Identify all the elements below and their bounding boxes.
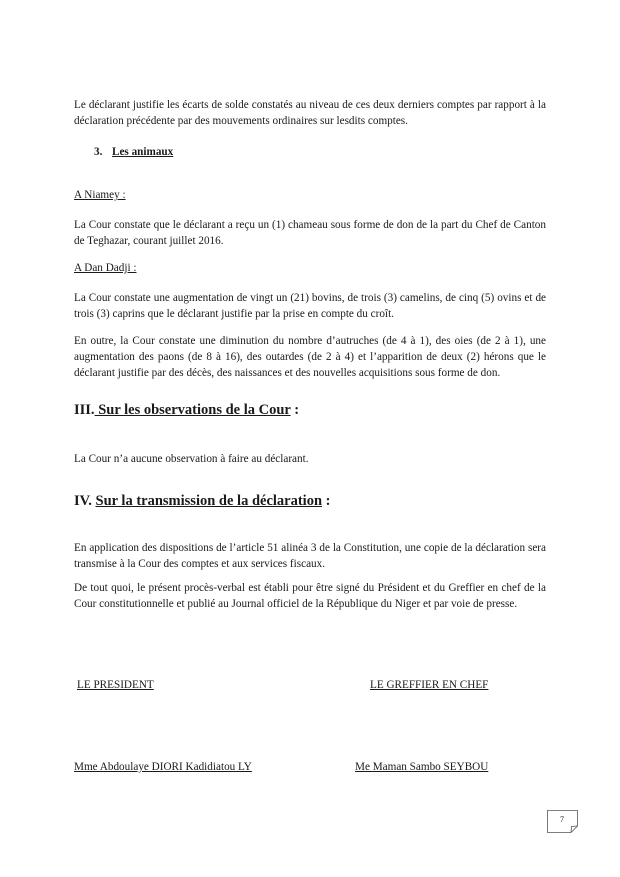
- section-colon: :: [322, 493, 331, 509]
- paragraph-aucune-observation: La Cour n’a aucune observation à faire au déclarant.: [74, 453, 309, 465]
- paragraph-augmentation-betail: La Cour constate une augmentation de vingt un (21) bovins, de trois (3) camelins, de cinq (5) ovins et de trois (3) caprins que le déclarant justifie par la prise en compte du croît.: [74, 292, 546, 320]
- greffier-name: Me Maman Sambo SEYBOU: [355, 761, 489, 773]
- page-number: 7: [560, 815, 564, 824]
- paragraph-application-article-51: En application des dispositions de l’article 51 alinéa 3 de la Constitution, une copie de la déclaration sera transmise à la Cour des comptes et aux services fiscaux.: [74, 542, 546, 570]
- paragraph-ecarts-solde: Le déclarant justifie les écarts de solde constatés au niveau de ces deux derniers comptes par rapport à la déclaration précédente par des mouvements ordinaires sur lesdits comptes.: [74, 99, 546, 127]
- subheading-dan-dadji: A Dan Dadji :: [74, 262, 137, 274]
- paragraph-de-tout-quoi: De tout quoi, le présent procès-verbal est établi pour être signé du Président et du Greffier en chef de la Cour constitutionnelle et publié au Journal officiel de la République du Niger et par voie de presse.: [74, 582, 546, 610]
- subheading-niamey: A Niamey :: [74, 189, 126, 201]
- greffier-title: LE GREFFIER EN CHEF: [370, 679, 489, 691]
- section-number: 3.: [94, 146, 103, 158]
- section-title: Les animaux: [112, 146, 174, 158]
- section-number: IV.: [74, 493, 92, 509]
- section-heading-observations: [74, 402, 299, 419]
- paragraph-diminution-autruches: En outre, la Cour constate une diminution du nombre d’autruches (de 4 à 1), des oies (de 2 à 1), une augmentation des paons (de 8 à 16), des outardes (de 2 à 4) et l’apparition de deux (2) hérons que le déclarant justifie par des décès, des naissances et des nouvelles acquisitions sous forme de don.: [74, 335, 546, 379]
- section-title: Sur la transmission de la déclaration: [95, 493, 323, 509]
- paragraph-chameau: La Cour constate que le déclarant a reçu un (1) chameau sous forme de don de la part du Chef de Canton de Teghazar, courant juillet 2016.: [74, 219, 546, 247]
- page-number-box: [547, 810, 577, 832]
- section-heading-transmission: [74, 493, 330, 510]
- president-title: LE PRESIDENT: [77, 679, 154, 691]
- president-name: Mme Abdoulaye DIORI Kadidiatou LY: [74, 761, 252, 773]
- section-colon: :: [290, 402, 300, 418]
- section-heading-animaux: [94, 146, 173, 158]
- section-title: Sur les observations de la Cour: [94, 402, 291, 418]
- section-number: III.: [74, 402, 95, 418]
